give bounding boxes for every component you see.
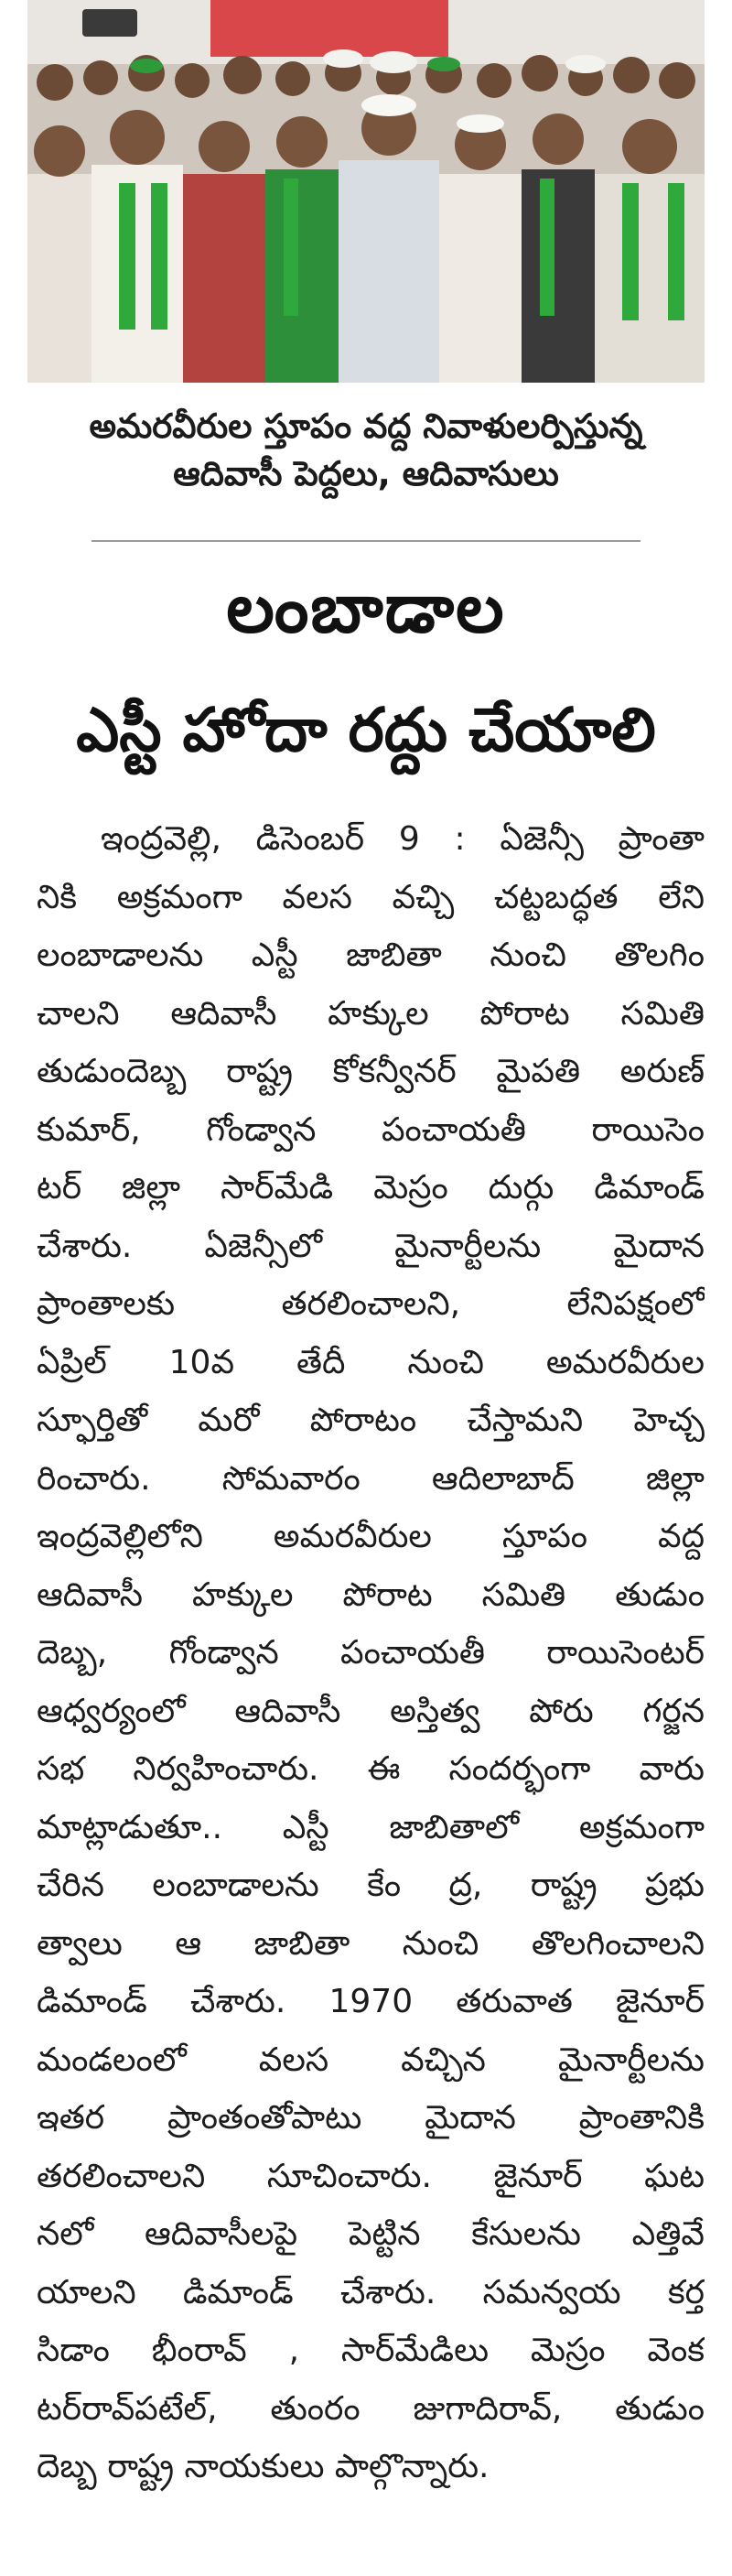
body-line: దెబ్బ రాష్ట్ర నాయకులు పాల్గొన్నారు. — [37, 2448, 490, 2485]
body-line: మాట్లాడుతూ.. ఎస్టీ జాబితాలో అక్రమంగా — [37, 1808, 705, 1846]
body-line: స్ఫూర్తితో మరో పోరాటం చేస్తామని హెచ్చ — [37, 1402, 705, 1439]
body-line: చేశారు. ఏజెన్సీలో మైనార్టీలను మైదాన — [37, 1227, 705, 1265]
body-line: చాలని ఆదివాసీ హక్కుల పోరాట సమితి — [37, 994, 705, 1033]
crowd-photo — [27, 0, 705, 383]
body-line: సిడాం భీంరావ్ , సార్‌మేడిలు మెస్రం వెంక — [37, 2332, 705, 2369]
article-body — [37, 810, 705, 2496]
body-line: మండలంలో వలస వచ్చిన మైనార్టీలను — [37, 2040, 705, 2079]
body-line: దెబ్బ, గోండ్వాన పంచాయతీ రాయిసెంటర్ — [37, 1634, 705, 1672]
body-line: ఆదివాసీ హక్కుల పోరాట సమితి తుడుం — [37, 1575, 705, 1614]
photo-caption — [27, 403, 705, 498]
body-line: చేరిన లంబాడాలను కేం ద్ర, రాష్ట్ర ప్రభు — [37, 1867, 705, 1904]
body-line: టర్‌రావ్‌పటేల్, తుంరం జుగాదిరావ్, తుడుం — [37, 2389, 705, 2428]
crowd-photo-image — [27, 0, 705, 383]
body-line: త్వాలు ఆ జాబితా నుంచి తొలగించాలని — [37, 1924, 705, 1963]
body-line: ఆధ్వర్యంలో ఆదివాసీ అస్తిత్వ పోరు గర్జన — [37, 1692, 705, 1730]
body-line: యాలని డిమాండ్ చేశారు. సమన్వయ కర్త — [37, 2273, 705, 2311]
article-headline — [18, 558, 714, 782]
headline-line-1: లంబాడాల — [226, 569, 506, 648]
body-line: రించారు. సోమవారం ఆదిలాబాద్ జిల్లా — [37, 1459, 705, 1498]
caption-line-1: అమరవీరుల స్తూపం వద్ద నివాళులర్పిస్తున్న — [89, 406, 643, 446]
body-line: తుడుందెబ్బ రాష్ట్ర కోకన్వీనర్ మైపతి అరుణ్ — [37, 1053, 705, 1090]
caption-divider — [92, 540, 640, 542]
body-line: ఇంద్రవెల్లిలోని అమరవీరుల స్తూపం వద్ద — [37, 1518, 705, 1555]
body-line: టర్ జిల్లా సార్‌మేడి మెస్రం దుర్గు డిమాండ్ — [37, 1169, 705, 1207]
caption-line-2: ఆదివాసీ పెద్దలు, ఆదివాసులు — [173, 454, 559, 493]
body-line: కుమార్, గోండ్వాన పంచాయతీ రాయిసెం — [37, 1110, 705, 1149]
body-line: నికి అక్రమంగా వలస వచ్చి చట్టబద్ధత లేని — [37, 878, 705, 916]
body-line: సభ నిర్వహించారు. ఈ సందర్భంగా వారు — [37, 1750, 705, 1788]
body-line: తరలించాలని సూచించారు. జైనూర్ ఘట — [37, 2157, 705, 2195]
headline-line-2: ఎస్టీ హోదా రద్దు చేయాలి — [76, 695, 656, 765]
body-line: డిమాండ్ చేశారు. 1970 తరువాత జైనూర్ — [37, 1983, 705, 2020]
body-line: ఏప్రిల్ 10వ తేదీ నుంచి అమరవీరుల — [37, 1343, 705, 1381]
body-line: ఇతర ప్రాంతంతోపాటు మైదాన ప్రాంతానికి — [37, 2099, 705, 2137]
body-line: ప్రాంతాలకు తరలించాలని, లేనిపక్షంలో — [37, 1285, 705, 1323]
body-line: నలో ఆదివాసీలపై పెట్టిన కేసులను ఎత్తివే — [37, 2215, 705, 2253]
body-line: ఇంద్రవెల్లి, డిసెంబర్ 9 : ఏజెన్సీ ప్రాంతా — [101, 820, 705, 858]
body-line: లంబాడాలను ఎస్టీ జాబితా నుంచి తొలగిం — [37, 936, 705, 974]
